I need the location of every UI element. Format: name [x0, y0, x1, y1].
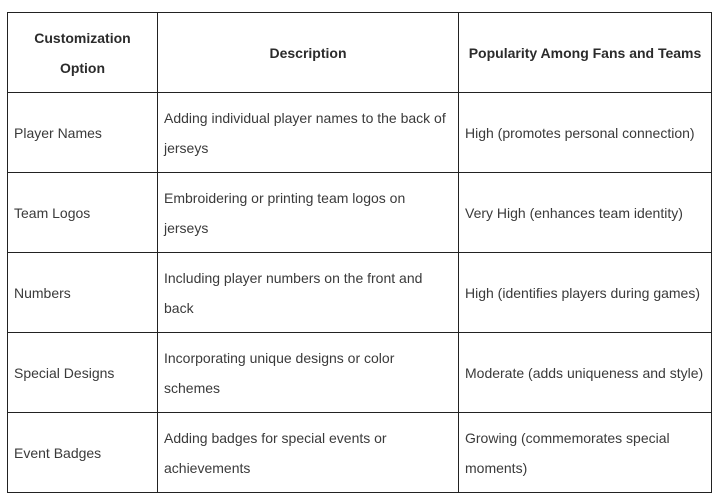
cell-description: Embroidering or printing team logos on jerseys [158, 173, 459, 253]
customization-table [7, 12, 712, 493]
cell-popularity: High (promotes personal connection) [459, 93, 712, 173]
cell-option: Player Names [8, 93, 158, 173]
customization-table-container [7, 12, 711, 493]
cell-popularity: Growing (commemorates special moments) [459, 413, 712, 493]
cell-option: Team Logos [8, 173, 158, 253]
header-customization-option: Customization Option [8, 13, 158, 93]
table-header-row [8, 13, 712, 93]
cell-description: Incorporating unique designs or color schemes [158, 333, 459, 413]
cell-description: Adding badges for special events or achievements [158, 413, 459, 493]
cell-popularity: Very High (enhances team identity) [459, 173, 712, 253]
cell-description: Adding individual player names to the back of jerseys [158, 93, 459, 173]
cell-option: Event Badges [8, 413, 158, 493]
header-description: Description [158, 13, 459, 93]
table-row [8, 93, 712, 173]
table-row [8, 173, 712, 253]
table-row [8, 413, 712, 493]
cell-description: Including player numbers on the front and back [158, 253, 459, 333]
table-row [8, 333, 712, 413]
cell-popularity: Moderate (adds uniqueness and style) [459, 333, 712, 413]
cell-option: Special Designs [8, 333, 158, 413]
cell-popularity: High (identifies players during games) [459, 253, 712, 333]
cell-option: Numbers [8, 253, 158, 333]
table-row [8, 253, 712, 333]
header-popularity: Popularity Among Fans and Teams [459, 13, 712, 93]
